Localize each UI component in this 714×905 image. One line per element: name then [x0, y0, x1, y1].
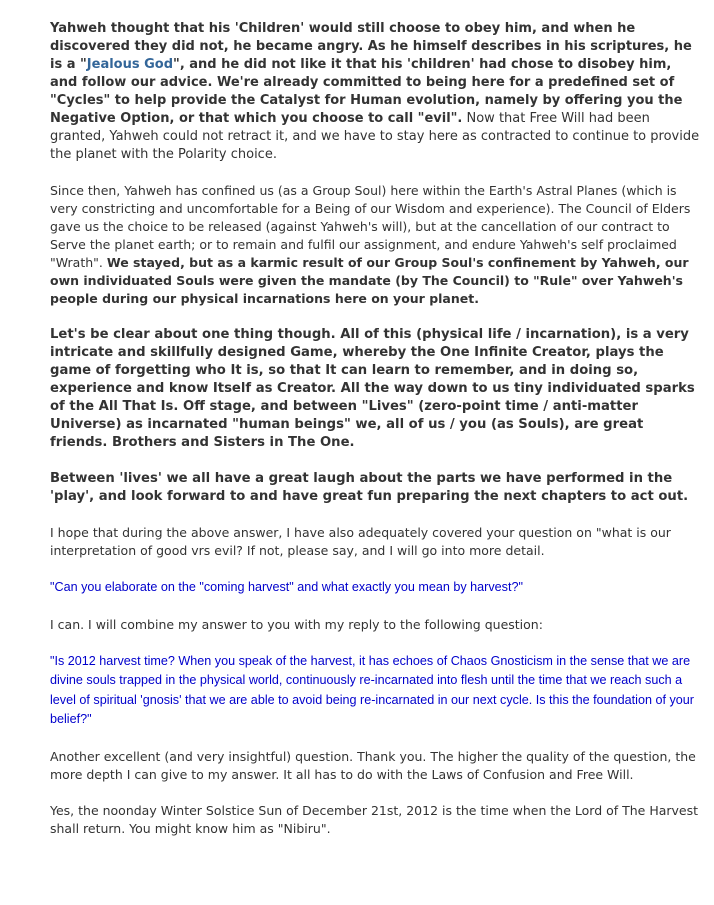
paragraph-insightful: Another excellent (and very insightful) question. Thank you. The higher the quality of the question, the more depth I can give to my answer. It all has to do with the Laws of Confusion and Free Will.: [50, 748, 696, 782]
bold-text: We stayed, but as a karmic result of our Group Soul's confinement by Yahweh, our own individuated Souls were given the mandate (by The Council) to "Rule" over Yahweh's people during our physical incarnations here on your planet.: [50, 255, 689, 306]
paragraph-game: Let's be clear about one thing though. All of this (physical life / incarnation), is a very intricate and skillfully designed Game, whereby the One Infinite Creator, plays the game of forgetting who It is, so that It can learn to remember, and in doing so, experience and know Itself as Creator. All the way down to us tiny individuated sparks of the All That Is. Off stage, and between "Lives" (zero-point time / anti-matter Universe) as incarnated "human beings" we, all of us / you (as Souls), are great friends. Brothers and Sisters in The One.: [50, 327, 695, 450]
bold-text: ", and he did not like it that his 'children' had chose to disobey him, and follow our advice. We're already committed to being here for a predefined set of "Cycles" to help provide the Catalyst for Human evolution, namely by offering you the Negative Option, or that which you choose to call "evil".: [50, 57, 683, 126]
paragraph-combine-answer: I can. I will combine my answer to you with my reply to the following question:: [50, 616, 543, 632]
paragraph-good-vs-evil: I hope that during the above answer, I have also adequately covered your question on "what is our interpretation of good vrs evil? If not, please say, and I will go into more detail.: [50, 525, 671, 558]
question-harvest: "Can you elaborate on the "coming harvest" and what exactly you mean by harvest?": [50, 580, 523, 594]
paragraph-jealous-god: [50, 20, 702, 164]
jealous-god-link[interactable]: Jealous God: [86, 57, 174, 72]
bold-text: Yahweh thought that his 'Children' would still choose to obey him, and when he discovered they did not, he became angry. As he himself describes in his scriptures, he is a ": [50, 21, 692, 72]
paragraph-between-lives: Between 'lives' we all have a great laugh about the parts we have performed in the 'play', and look forward to and have great fun preparing the next chapters to act out.: [50, 471, 689, 504]
body-text: Since then, Yahweh has confined us (as a Group Soul) here within the Earth's Astral Planes (which is very constricting and uncomfortable for a Being of our Wisdom and experience). The Council of Elders gave us the choice to be released (against Yahweh's will), but at the cancellation of our contract to Serve the planet earth; or to remain and fulfil our assignment, and endure Yahweh's self proclaimed "Wrath".: [50, 183, 691, 270]
paragraph-solstice: Yes, the noonday Winter Solstice Sun of December 21st, 2012 is the time when the Lord of The Harvest shall return. You might know him as "Nibiru".: [50, 802, 699, 836]
question-2012-harvest: "Is 2012 harvest time? When you speak of the harvest, it has echoes of Chaos Gnosticism in the sense that we are divine souls trapped in the physical world, continuously re-incarnated into flesh until the time that we reach such a level of spiritual 'gnosis' that we are able to avoid being re-incarnated in our next cycle. Is this the foundation of your belief?": [50, 653, 694, 726]
paragraph-confinement: [50, 182, 702, 308]
body-text: Now that Free Will had been granted, Yahweh could not retract it, and we have to stay here as contracted to continue to provide the planet with the Polarity choice.: [50, 111, 700, 162]
